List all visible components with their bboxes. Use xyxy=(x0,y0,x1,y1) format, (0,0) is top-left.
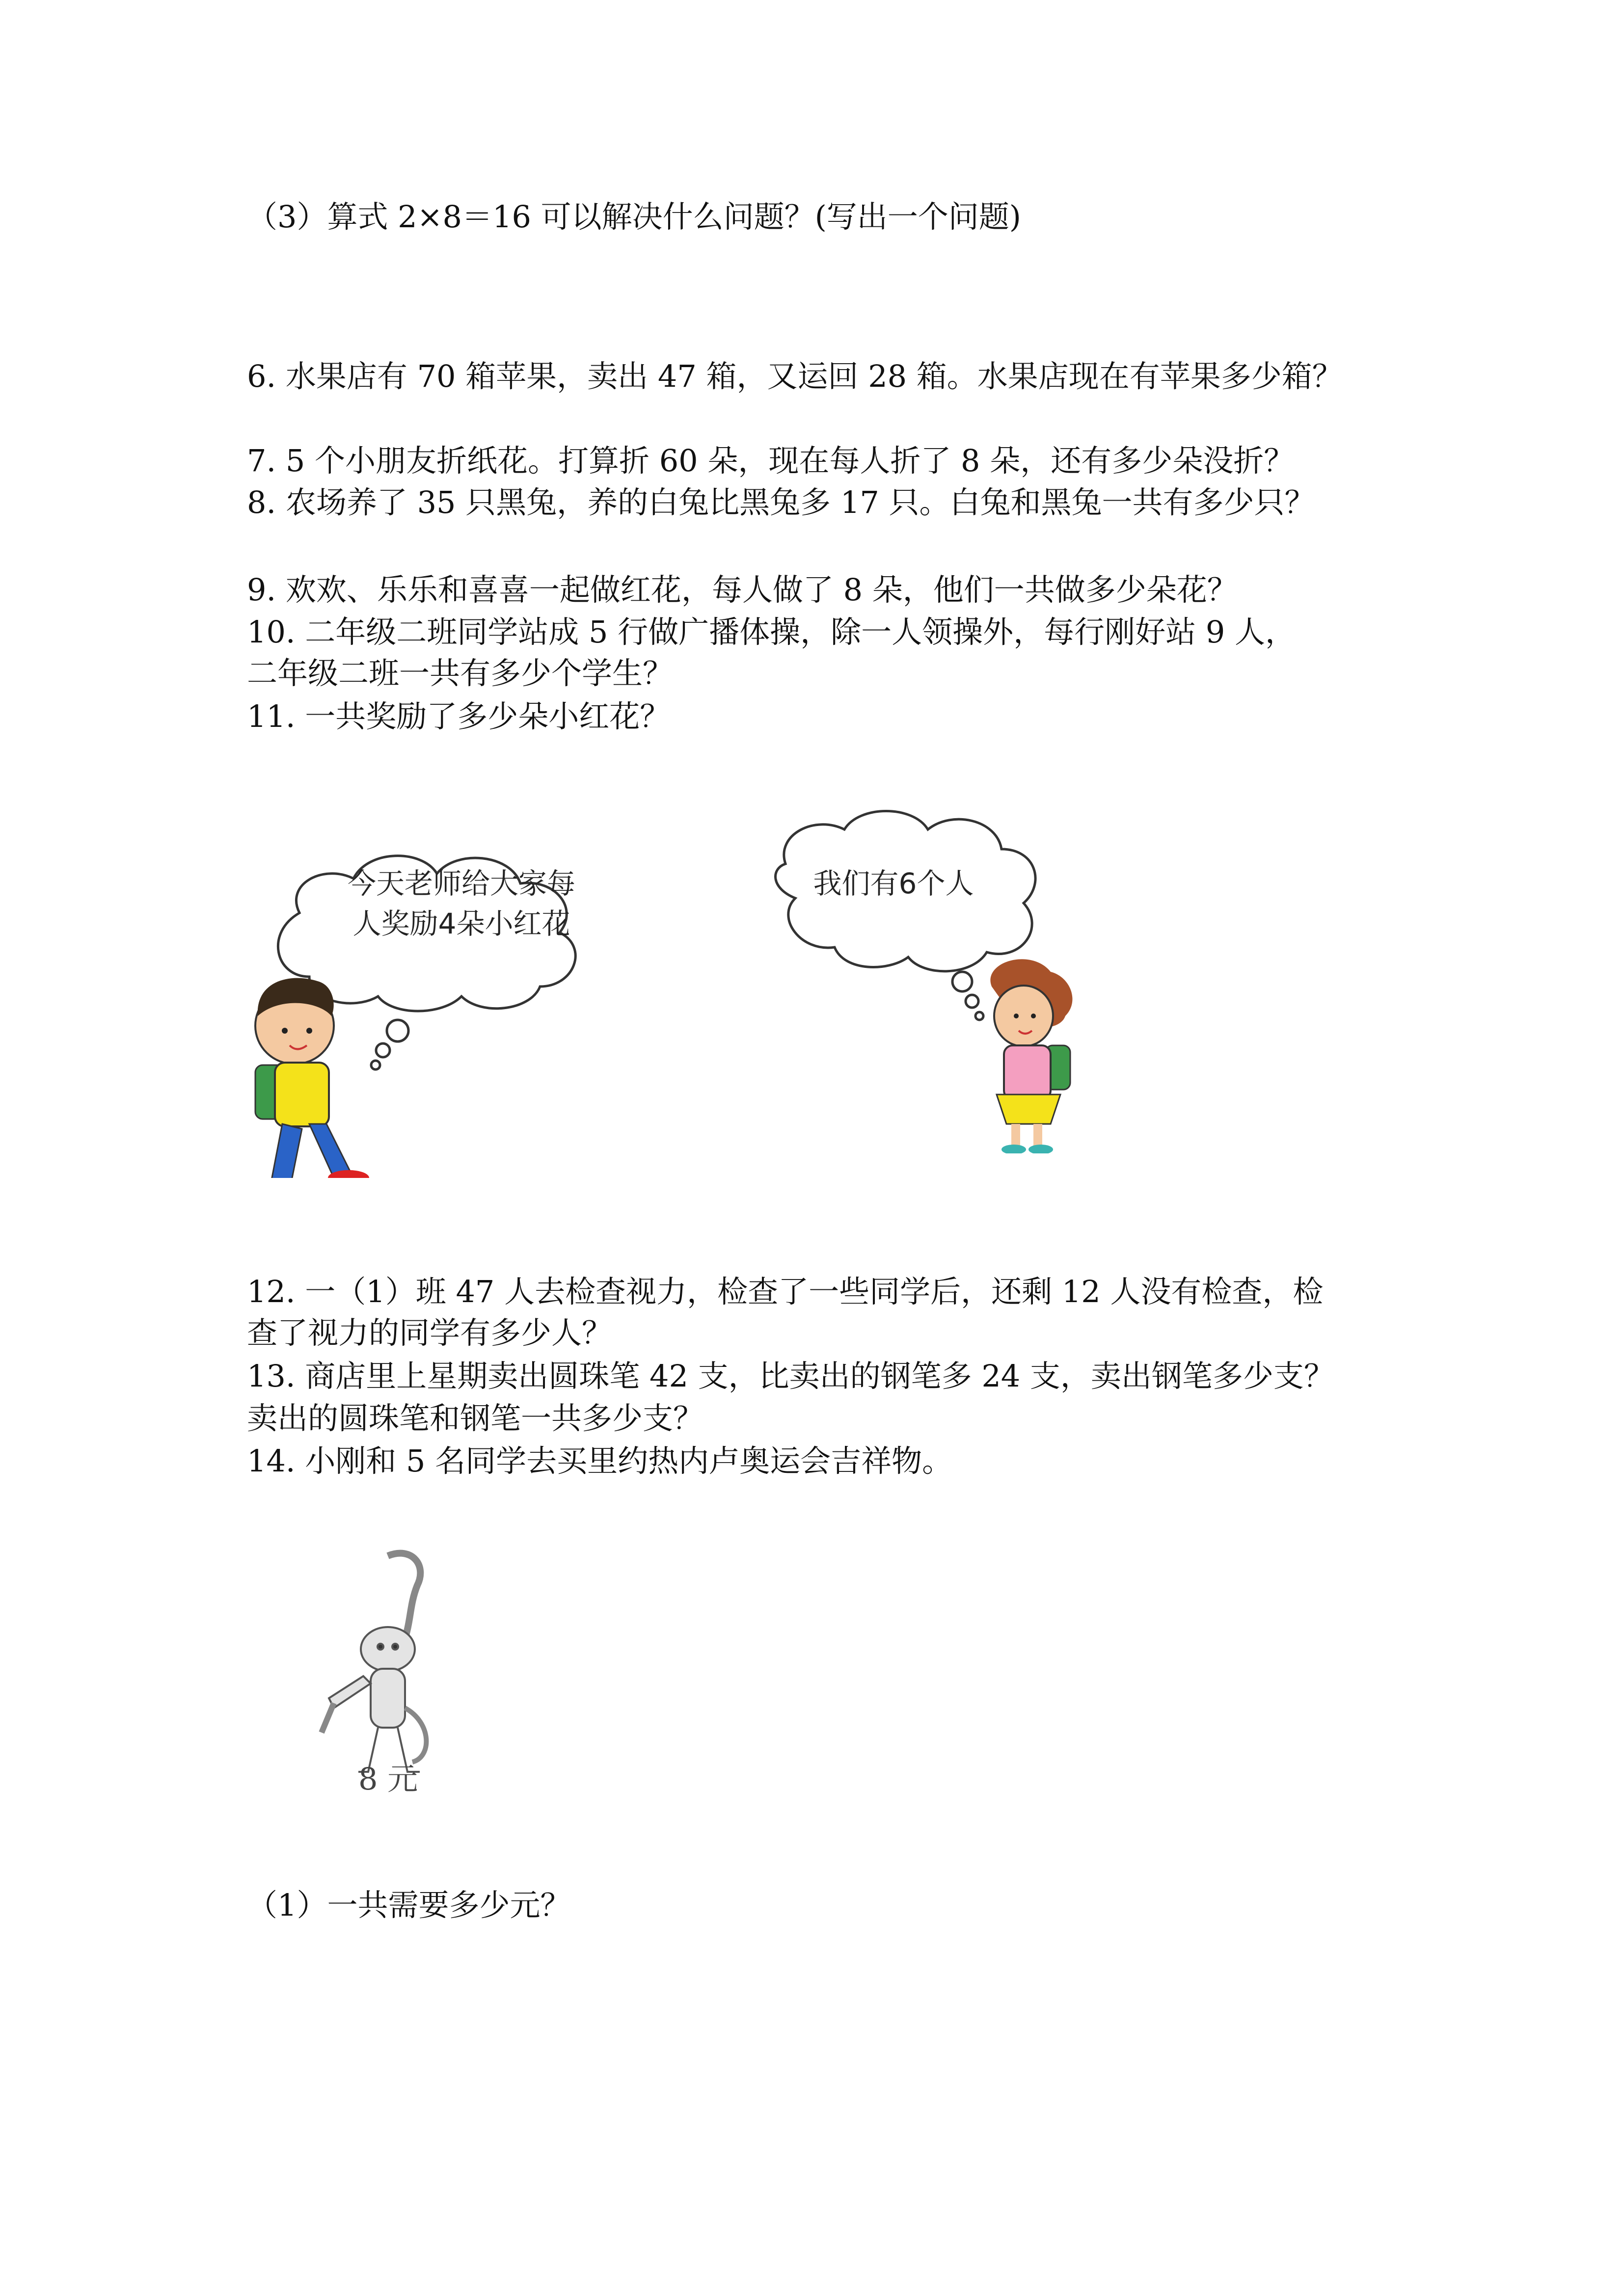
question-12-line-2: 查了视力的同学有多少人？ xyxy=(247,1315,613,1351)
boy-figure-icon xyxy=(252,978,369,1178)
question-8: 8. 农场养了 35 只黑兔，养的白兔比黑兔多 17 只。白兔和黑兔一共有多少只？ xyxy=(247,484,1315,520)
question-13-line-1: 13. 商店里上星期卖出圆珠笔 42 支，比卖出的钢笔多 24 支，卖出钢笔多少支？ xyxy=(247,1358,1334,1394)
question-10-line-2: 二年级二班一共有多少个学生？ xyxy=(247,655,674,691)
question-7: 7. 5 个小朋友折纸花。打算折 60 朵，现在每人折了 8 朵，还有多少朵没折？ xyxy=(247,443,1295,479)
question-12-line-1: 12. 一（1）班 47 人去检查视力，检查了一些同学后，还剩 12 人没有检查，检 xyxy=(247,1274,1324,1309)
girl-bubble-text: 我们有6个人 xyxy=(813,867,974,900)
question-14-part-1: （1）一共需要多少元？ xyxy=(247,1887,571,1923)
rio-mascot-icon xyxy=(322,1553,426,1772)
question-11: 11. 一共奖励了多少朵小红花？ xyxy=(247,698,671,734)
question-5-part-3: （3）算式 2×8＝16 可以解决什么问题？(写出一个问题) xyxy=(247,199,1021,235)
question-13-line-2: 卖出的圆珠笔和钢笔一共多少支？ xyxy=(247,1400,704,1436)
boy-bubble-line-2: 人奖励4朵小红花 xyxy=(352,907,570,940)
mascot-price: 8 元 xyxy=(358,1761,418,1797)
question-9: 9. 欢欢、乐乐和喜喜一起做红花，每人做了 8 朵，他们一共做多少朵花？ xyxy=(247,572,1238,608)
boy-bubble-line-1: 今天老师给大家每 xyxy=(347,867,575,900)
question-6: 6. 水果店有 70 箱苹果，卖出 47 箱，又运回 28 箱。水果店现在有苹果多少箱？ xyxy=(247,358,1343,394)
question-10-line-1: 10. 二年级二班同学站成 5 行做广播体操，除一人领操外，每行刚好站 9 人， xyxy=(247,614,1296,650)
question-14: 14. 小刚和 5 名同学去买里约热内卢奥运会吉祥物。 xyxy=(247,1443,953,1479)
girl-figure-icon xyxy=(990,959,1072,1153)
girl-illustration xyxy=(756,800,1110,1153)
